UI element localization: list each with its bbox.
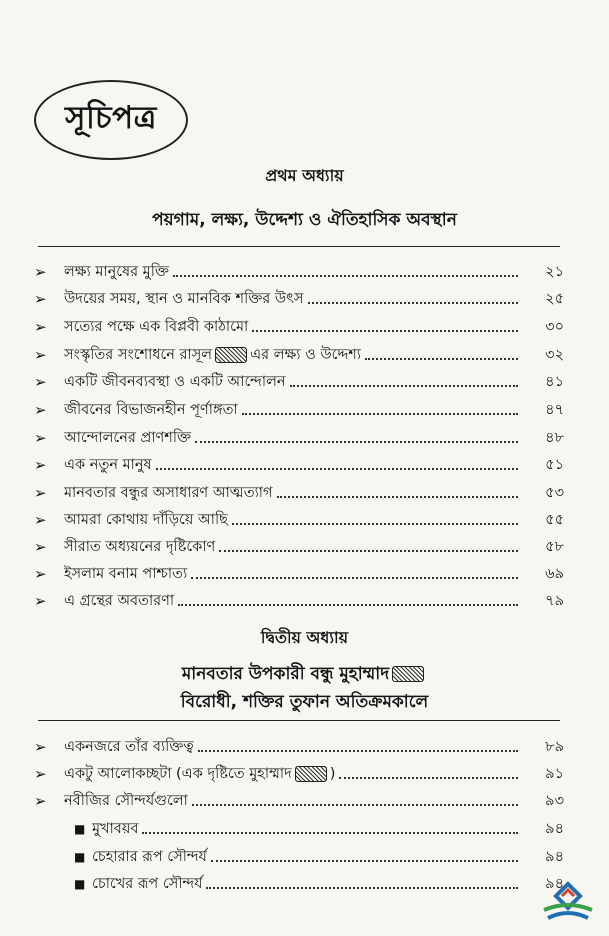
dot-leader xyxy=(211,860,518,862)
entry-title: লক্ষ্য মানুষের মুক্তি xyxy=(64,264,169,280)
entry-title xyxy=(64,345,365,365)
toc-entry[interactable] xyxy=(34,479,564,503)
toc-entry[interactable] xyxy=(34,451,564,475)
entry-title: আমরা কোথায় দাঁড়িয়ে আছি xyxy=(64,512,228,528)
entry-title-after: ) xyxy=(329,766,336,782)
toc-entry[interactable] xyxy=(34,560,564,584)
bullet-icon: ■ xyxy=(74,850,86,864)
dot-leader xyxy=(178,604,518,606)
arrow-icon: ➢ xyxy=(34,792,47,810)
page-title: সূচিপত্র xyxy=(65,100,157,136)
arrow-icon: ➢ xyxy=(34,592,47,610)
toc-subentry[interactable] xyxy=(34,843,564,867)
arrow-icon: ➢ xyxy=(34,373,47,391)
entry-title-before: একটু আলোকচ্ছটা (এক দৃষ্টিতে মুহাম্মাদ xyxy=(64,766,292,782)
arrow-icon: ➢ xyxy=(34,738,47,756)
dot-leader xyxy=(232,523,518,525)
toc-entry[interactable] xyxy=(34,760,564,784)
entry-title: জীবনের বিভাজনহীন পূর্ণাঙ্গতা xyxy=(64,402,238,418)
chapter2-subtitle-text: মানবতার উপকারী বন্ধু মুহাম্মাদ xyxy=(181,664,390,684)
chapter2-subtitle-line1 xyxy=(0,661,609,689)
arrow-icon: ➢ xyxy=(34,538,47,556)
entry-title: সত্যের পক্ষে এক বিপ্লবী কাঠামো xyxy=(64,319,249,335)
arrow-icon: ➢ xyxy=(34,318,47,336)
entry-title: চেহারার রূপ সৌন্দর্য xyxy=(92,849,207,865)
dot-leader xyxy=(206,887,518,889)
toc-entry[interactable] xyxy=(34,506,564,530)
entry-title: সীরাত অধ্যয়নের দৃষ্টিকোণ xyxy=(64,539,216,555)
dot-leader xyxy=(308,302,518,304)
arrow-icon: ➢ xyxy=(34,456,47,474)
entry-page: ৫৩ xyxy=(545,485,564,501)
entry-title: ইসলাম বনাম পাশ্চাত্য xyxy=(64,566,188,582)
dot-leader xyxy=(242,413,518,415)
entry-page: ৪১ xyxy=(545,374,564,390)
chapter1-rule xyxy=(38,246,560,247)
entry-page: ৯৪ xyxy=(545,849,564,865)
entry-title: এ গ্রন্থের অবতারণা xyxy=(64,593,175,609)
salutation-seal-icon xyxy=(295,766,327,782)
dot-leader xyxy=(339,777,518,779)
entry-page: ৯৪ xyxy=(545,876,564,892)
arrow-icon: ➢ xyxy=(34,765,47,783)
dot-leader xyxy=(195,441,518,443)
dot-leader xyxy=(191,577,518,579)
entry-page: ৪৮ xyxy=(545,430,564,446)
entry-page: ৩০ xyxy=(545,319,564,335)
salutation-seal-icon xyxy=(392,666,424,682)
dot-leader xyxy=(290,385,518,387)
bullet-icon: ■ xyxy=(74,822,86,836)
entry-title: একটি জীবনব্যবস্থা ও একটি আন্দোলন xyxy=(64,374,286,390)
toc-entry[interactable] xyxy=(34,313,564,337)
dot-leader xyxy=(142,832,518,834)
toc-entry[interactable] xyxy=(34,587,564,611)
publisher-logo-icon xyxy=(540,880,596,928)
entry-title: এক নতুন মানুষ xyxy=(64,457,152,473)
arrow-icon: ➢ xyxy=(34,290,47,308)
entry-page: ২১ xyxy=(545,264,564,280)
chapter2-heading: দ্বিতীয় অধ্যায় xyxy=(260,628,349,647)
entry-page: ৯১ xyxy=(545,766,564,782)
entry-title: নবীজির সৌন্দর্যগুলো xyxy=(64,793,188,809)
dot-leader xyxy=(192,804,518,806)
entry-title: উদয়ের সময়, স্থান ও মানবিক শক্তির উৎস xyxy=(64,291,304,307)
toc-entry[interactable] xyxy=(34,285,564,309)
toc-entry[interactable] xyxy=(34,787,564,811)
arrow-icon: ➢ xyxy=(34,565,47,583)
salutation-seal-icon xyxy=(215,347,247,363)
toc-entry[interactable] xyxy=(34,533,564,557)
toc-entry[interactable] xyxy=(34,424,564,448)
toc-subentry[interactable] xyxy=(34,870,564,894)
entry-page: ৬৯ xyxy=(545,566,564,582)
toc-entry[interactable] xyxy=(34,341,564,365)
dot-leader xyxy=(219,550,518,552)
entry-page: ৯৩ xyxy=(545,793,564,809)
dot-leader xyxy=(156,468,519,470)
title-oval xyxy=(34,80,188,160)
entry-title: একনজরে তাঁর ব্যক্তিত্ব xyxy=(64,739,194,755)
toc-subentry[interactable] xyxy=(34,815,564,839)
dot-leader xyxy=(173,275,518,277)
entry-page: ৩২ xyxy=(545,347,564,363)
entry-page: ৭৯ xyxy=(545,593,564,609)
entry-page: ৫১ xyxy=(545,457,564,473)
dot-leader xyxy=(252,330,518,332)
entry-title-before: সংস্কৃতির সংশোধনে রাসূল xyxy=(64,347,213,363)
arrow-icon: ➢ xyxy=(34,263,47,281)
arrow-icon: ➢ xyxy=(34,401,47,419)
entry-page: ৫৫ xyxy=(545,512,564,528)
arrow-icon: ➢ xyxy=(34,511,47,529)
entry-page: ৯৪ xyxy=(545,821,564,837)
chapter1-subtitle: পয়গাম, লক্ষ্য, উদ্দেশ্য ও ঐতিহাসিক অবস্থান xyxy=(152,210,457,230)
toc-entry[interactable] xyxy=(34,258,564,282)
entry-title: আন্দোলনের প্রাণশক্তি xyxy=(64,430,192,446)
entry-page: ৮৯ xyxy=(545,739,564,755)
chapter1-heading: প্রথম অধ্যায় xyxy=(265,166,344,185)
chapter2-rule xyxy=(38,720,560,721)
entry-page: ৪৭ xyxy=(545,402,564,418)
entry-title-after: এর লক্ষ্য ও উদ্দেশ্য xyxy=(250,347,361,363)
entry-title xyxy=(64,764,339,784)
entry-page: ২৫ xyxy=(545,291,564,307)
bullet-icon: ■ xyxy=(74,877,86,891)
arrow-icon: ➢ xyxy=(34,346,47,364)
entry-title: মুখাবয়ব xyxy=(92,821,139,837)
arrow-icon: ➢ xyxy=(34,484,47,502)
arrow-icon: ➢ xyxy=(34,429,47,447)
dot-leader xyxy=(198,750,518,752)
toc-entry[interactable] xyxy=(34,733,564,757)
entry-title: চোখের রূপ সৌন্দর্য xyxy=(92,876,203,892)
entry-page: ৫৮ xyxy=(545,539,564,555)
dot-leader xyxy=(365,358,518,360)
dot-leader xyxy=(277,496,519,498)
entry-title: মানবতার বন্ধুর অসাধারণ আত্মত্যাগ xyxy=(64,485,273,501)
chapter2-subtitle-line2: বিরোধী, শক্তির তুফান অতিক্রমকালে xyxy=(180,692,429,712)
toc-entry[interactable] xyxy=(34,368,564,392)
toc-entry[interactable] xyxy=(34,396,564,420)
